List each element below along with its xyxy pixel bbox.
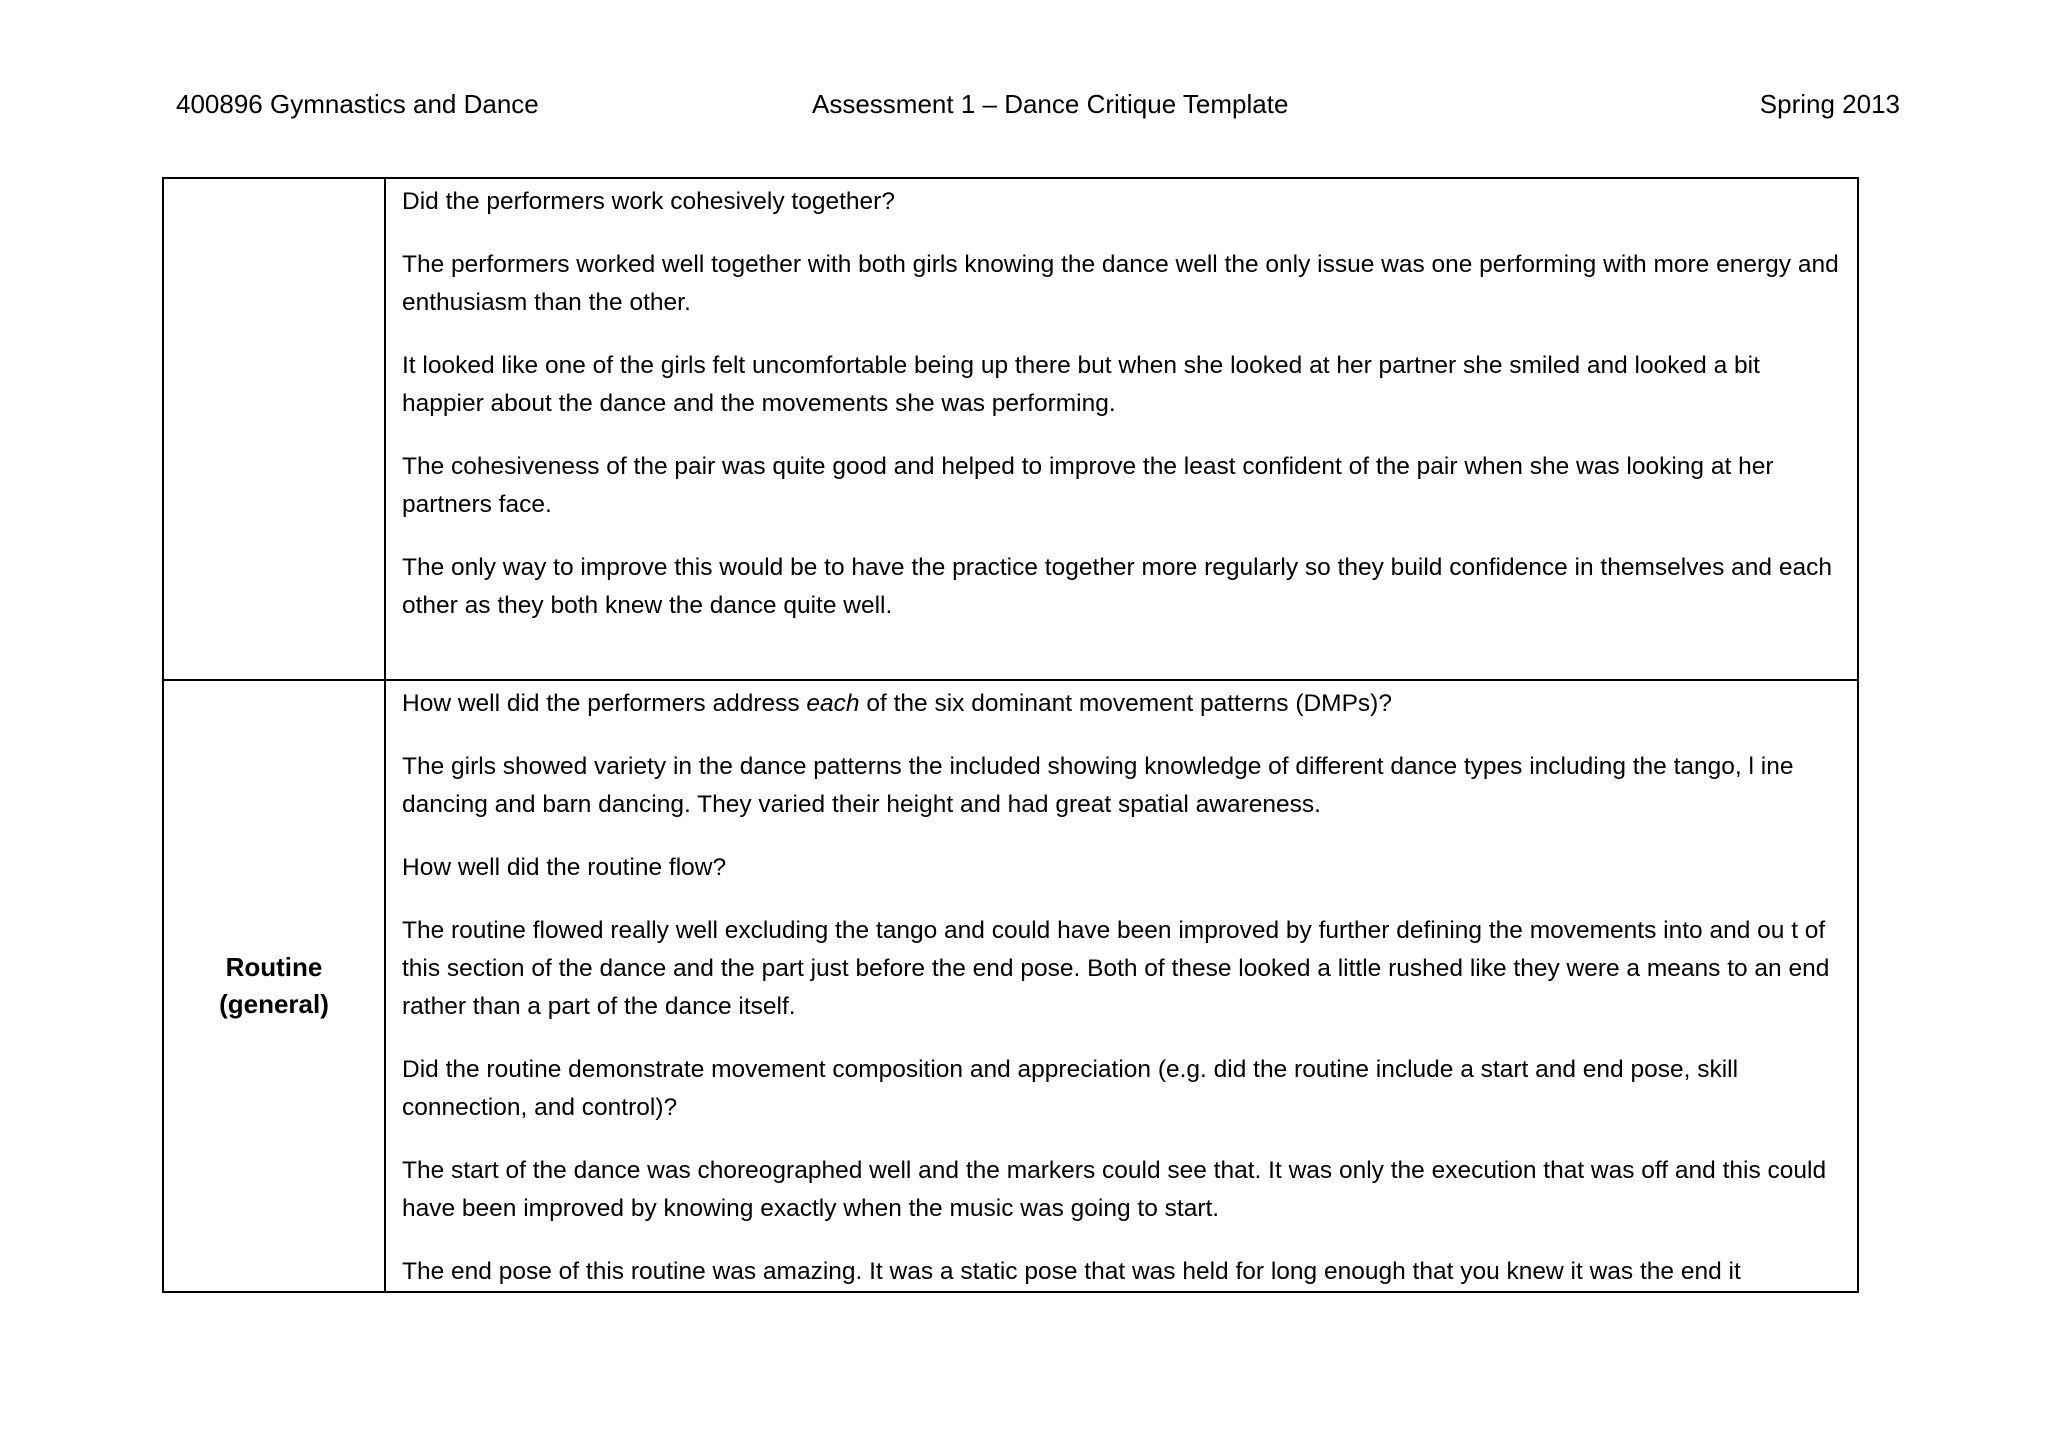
page-header xyxy=(176,86,1900,122)
dmp-question xyxy=(402,685,1841,723)
cohesion-answer-3: The cohesiveness of the pair was quite good and helped to improve the least confident of the pair when she was looking at her partners face. xyxy=(402,453,1774,518)
dmp-question-end: of the six dominant movement patterns (DMPs)? xyxy=(859,690,1392,717)
dmp-answer: The girls showed variety in the dance patterns the included showing knowledge of different dance types including the tango, l ine dancing and barn dancing. They varied their height and had great spatial awareness. xyxy=(402,753,1794,818)
dmp-question-start: How well did the performers address xyxy=(402,690,807,717)
composition-question: Did the routine demonstrate movement composition and appreciation (e.g. did the routine include a start and end pose, skill connection, and control)? xyxy=(402,1056,1739,1121)
dmp-question-emphasis: each xyxy=(806,690,860,717)
table-row-routine xyxy=(163,680,1858,1292)
table-row-cohesion xyxy=(163,178,1858,680)
cohesion-answer-2: It looked like one of the girls felt uncomfortable being up there but when she looked at her partner she smiled and looked a bit happier about the dance and the movements she was performing. xyxy=(402,352,1760,417)
routine-label-cell xyxy=(163,680,385,1292)
composition-answer: The start of the dance was choreographed well and the markers could see that. It was only the execution that was off and this could have been improved by knowing exactly when the music was going to start. xyxy=(402,1157,1827,1222)
critique-table xyxy=(162,177,1859,1293)
flow-question: How well did the routine flow? xyxy=(402,854,727,881)
end-pose-answer: The end pose of this routine was amazing. It was a static pose that was held for long enough that you knew it was the end it xyxy=(402,1258,1741,1285)
course-code-title: 400896 Gymnastics and Dance xyxy=(176,89,539,119)
assessment-title: Assessment 1 – Dance Critique Template xyxy=(812,89,1289,119)
cohesion-answer-1: The performers worked well together with both girls knowing the dance well the only issue was one performing with more energy and enthusiasm than the other. xyxy=(402,251,1839,316)
cohesion-answer-4: The only way to improve this would be to have the practice together more regularly so they build confidence in themselves and each other as they both knew the dance quite well. xyxy=(402,554,1832,619)
routine-content xyxy=(385,680,1858,1292)
term-label: Spring 2013 xyxy=(1759,89,1900,119)
row-label-empty xyxy=(163,178,385,680)
flow-answer: The routine flowed really well excluding the tango and could have been improved by further defining the movements into and ou t of this section of the dance and the part just before the end pose. Both of these looked a little rushed like they were a means to an end rather than a part of the dance itself. xyxy=(402,917,1830,1020)
cohesion-content xyxy=(385,178,1858,680)
routine-label: Routine xyxy=(225,952,323,982)
routine-sublabel: (general) xyxy=(219,989,329,1019)
cohesion-question: Did the performers work cohesively together? xyxy=(402,188,895,215)
